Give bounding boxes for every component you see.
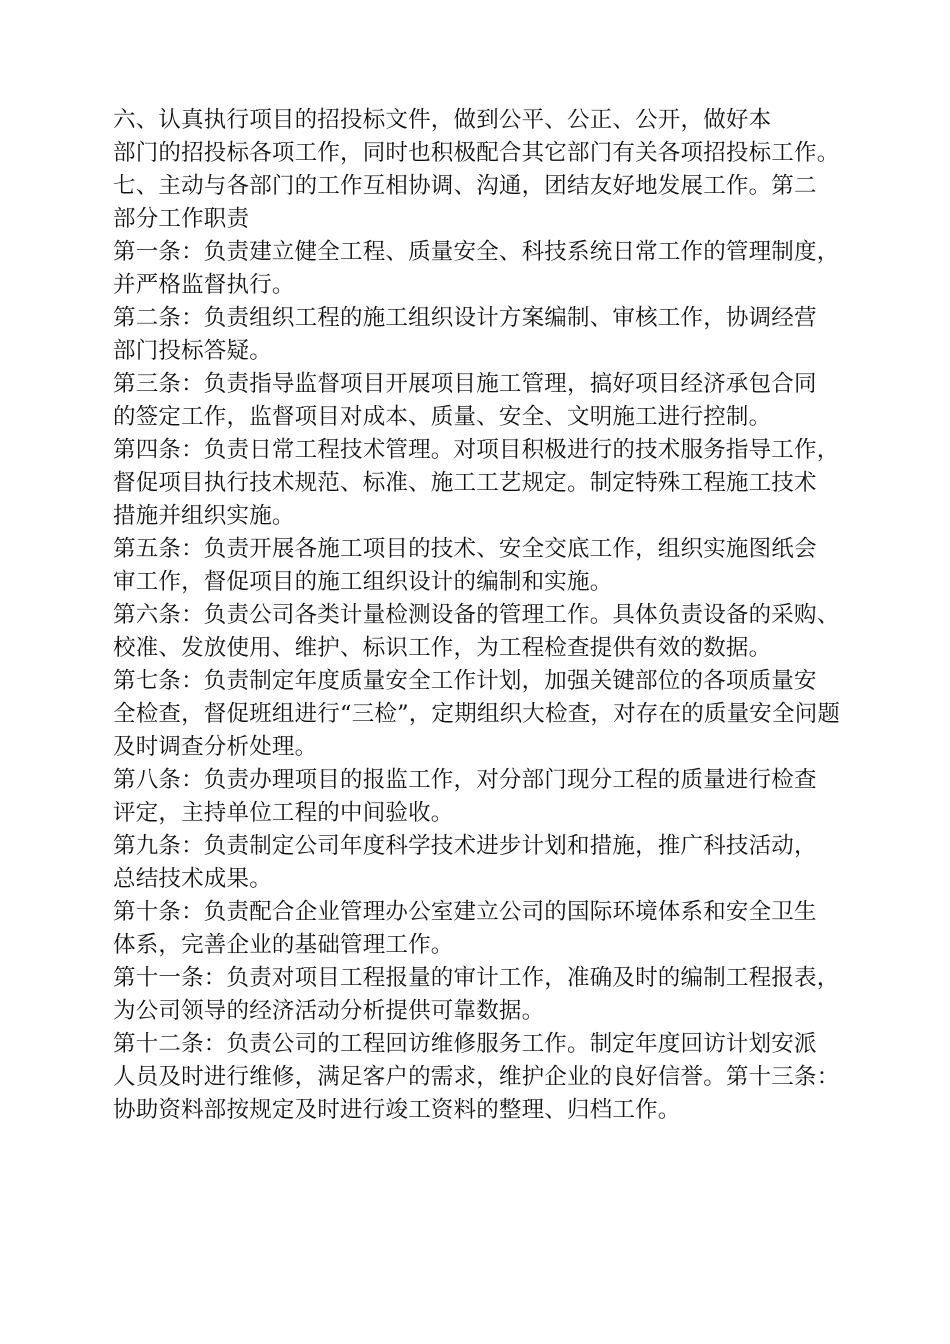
text-line: 协助资料部按规定及时进行竣工资料的整理、归档工作。 — [113, 1097, 681, 1123]
text-line: 审工作，督促项目的施工组织设计的编制和实施。 — [113, 569, 613, 595]
text-line: 第二条：负责组织工程的施工组织设计方案编制、审核工作，协调经营 — [113, 305, 817, 331]
document-body — [113, 104, 865, 1127]
text-line: 第六条：负责公司各类计量检测设备的管理工作。具体负责设备的采购、 — [113, 602, 840, 628]
text-line: 督促项目执行技术规范、标准、施工工艺规定。制定特殊工程施工技术 — [113, 470, 817, 496]
text-line: 体系，完善企业的基础管理工作。 — [113, 932, 454, 958]
text-line: 总结技术成果。 — [113, 866, 272, 892]
text-line: 人员及时进行维修，满足客户的需求，维护企业的良好信誉。第十三条： — [113, 1064, 840, 1090]
text-line: 措施并组织实施。 — [113, 503, 295, 529]
text-line: 部门投标答疑。 — [113, 338, 272, 364]
text-line: 第八条：负责办理项目的报监工作，对分部门现分工程的质量进行检查 — [113, 767, 817, 793]
text-line: 及时调查分析处理。 — [113, 734, 318, 760]
text-line: 校准、发放使用、维护、标识工作，为工程检查提供有效的数据。 — [113, 635, 772, 661]
text-line: 第十二条：负责公司的工程回访维修服务工作。制定年度回访计划安派 — [113, 1031, 817, 1057]
text-line: 部门的招投标各项工作，同时也积极配合其它部门有关各项招投标工作。 — [113, 140, 840, 166]
text-line: 第十一条：负责对项目工程报量的审计工作，准确及时的编制工程报表， — [113, 965, 840, 991]
text-line: 第十条：负责配合企业管理办公室建立公司的国际环境体系和安全卫生 — [113, 899, 817, 925]
text-line: 六、认真执行项目的招投标文件，做到公平、公正、公开，做好本 — [113, 107, 772, 133]
text-line: 第四条：负责日常工程技术管理。对项目积极进行的技术服务指导工作， — [113, 437, 840, 463]
text-line: 全检查，督促班组进行“三检”，定期组织大检查，对存在的质量安全问题 — [113, 701, 841, 727]
text-line: 并严格监督执行。 — [113, 272, 295, 298]
text-line: 第七条：负责制定年度质量安全工作计划，加强关键部位的各项质量安 — [113, 668, 817, 694]
text-line: 第一条：负责建立健全工程、质量安全、科技系统日常工作的管理制度， — [113, 239, 840, 265]
text-line: 第三条：负责指导监督项目开展项目施工管理，搞好项目经济承包合同 — [113, 371, 817, 397]
text-line: 评定，主持单位工程的中间验收。 — [113, 800, 454, 826]
text-line: 部分工作职责 — [113, 206, 250, 232]
text-line: 第九条：负责制定公司年度科学技术进步计划和措施，推广科技活动， — [113, 833, 817, 859]
text-line: 的签定工作，监督项目对成本、质量、安全、文明施工进行控制。 — [113, 404, 772, 430]
text-line: 第五条：负责开展各施工项目的技术、安全交底工作，组织实施图纸会 — [113, 536, 817, 562]
text-line: 为公司领导的经济活动分析提供可靠数据。 — [113, 998, 545, 1024]
text-line: 七、主动与各部门的工作互相协调、沟通，团结友好地发展工作。第二 — [113, 173, 817, 199]
